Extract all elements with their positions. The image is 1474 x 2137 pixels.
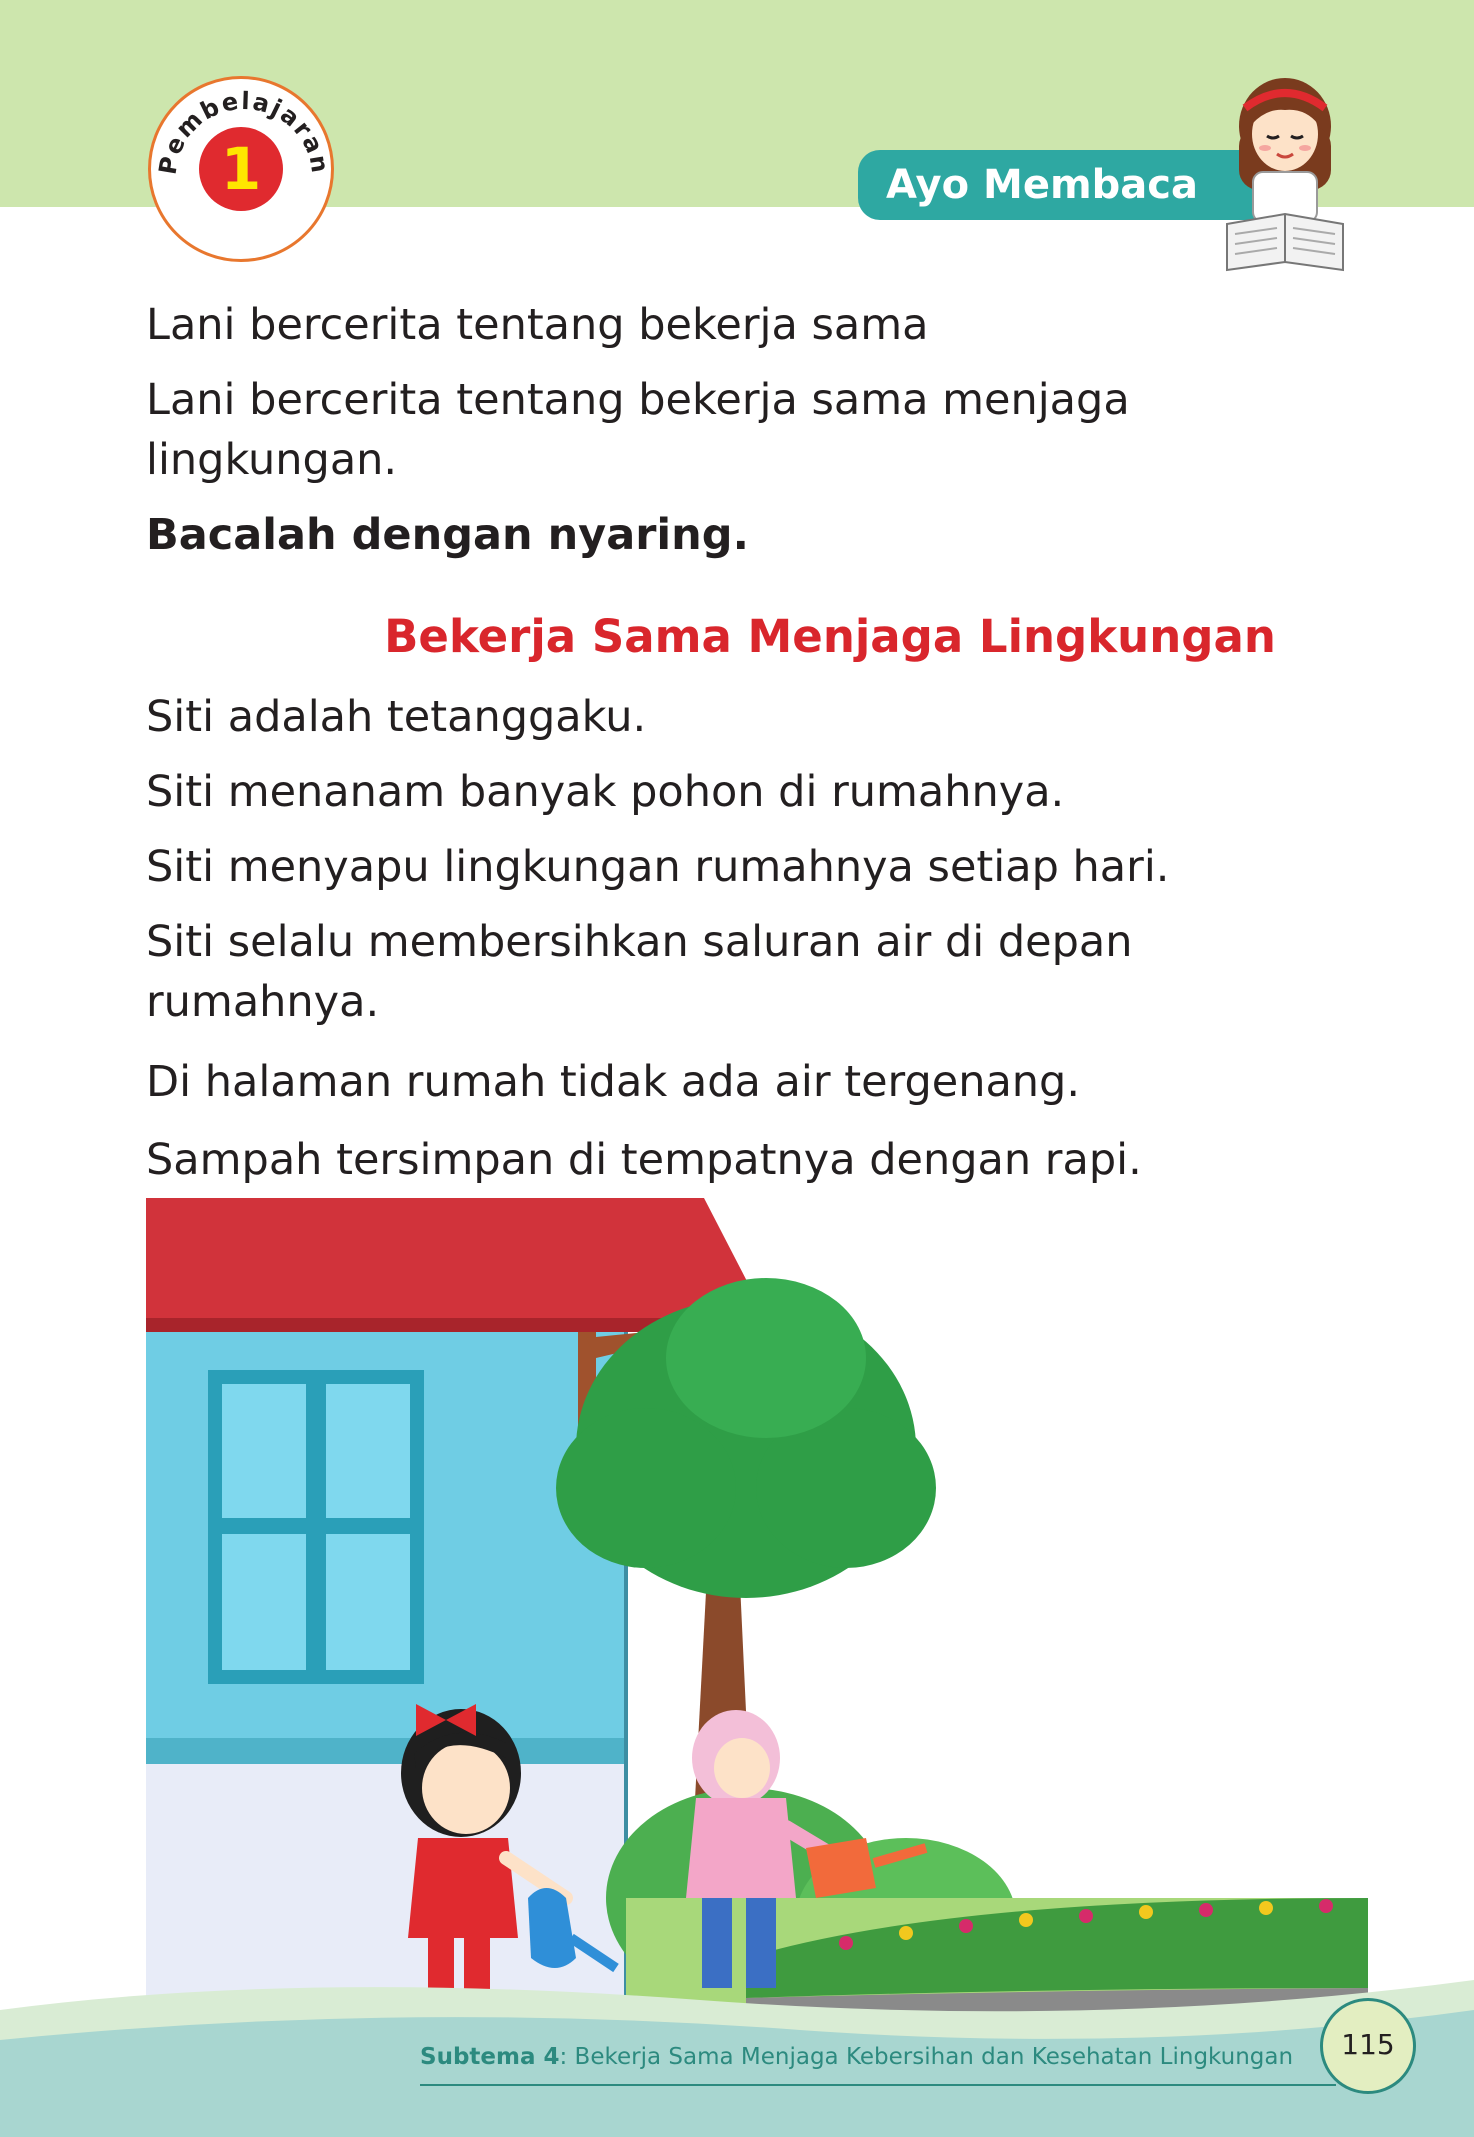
story-line: Siti selalu membersihkan saluran air di depan — [146, 917, 1133, 967]
house-roof — [146, 1198, 766, 1318]
house-garden-illustration — [146, 1198, 1368, 2018]
section-label: Ayo Membaca — [858, 150, 1258, 220]
intro-line-2-cont: lingkungan. — [146, 435, 398, 485]
story-title: Bekerja Sama Menjaga Lingkungan — [384, 610, 1276, 663]
footer-divider — [420, 2084, 1336, 2086]
lesson-number: 1 — [199, 127, 283, 211]
reading-instruction: Bacalah dengan nyaring. — [146, 510, 749, 560]
story-line: Siti adalah tetanggaku. — [146, 692, 647, 742]
footer-subtheme-label: Subtema 4 — [420, 2044, 560, 2070]
intro-line-2: Lani bercerita tentang bekerja sama menjaga — [146, 375, 1130, 425]
story-line: rumahnya. — [146, 977, 380, 1027]
intro-line-1: Lani bercerita tentang bekerja sama — [146, 300, 929, 350]
girl-reading-book-icon — [1225, 74, 1345, 274]
story-line: Sampah tersimpan di tempatnya dengan rapi. — [146, 1135, 1142, 1185]
footer-subtheme-title: : Bekerja Sama Menjaga Kebersihan dan Kesehatan Lingkungan — [559, 2044, 1294, 2070]
footer-subtheme — [420, 2044, 1293, 2070]
story-line: Siti menyapu lingkungan rumahnya setiap hari. — [146, 842, 1170, 892]
house-window — [208, 1370, 424, 1684]
lesson-badge — [148, 76, 334, 262]
page-number: 115 — [1320, 1998, 1416, 2094]
story-line: Di halaman rumah tidak ada air tergenang. — [146, 1057, 1081, 1107]
lesson-label: Pembelajaran — [153, 86, 335, 177]
story-line: Siti menanam banyak pohon di rumahnya. — [146, 767, 1065, 817]
